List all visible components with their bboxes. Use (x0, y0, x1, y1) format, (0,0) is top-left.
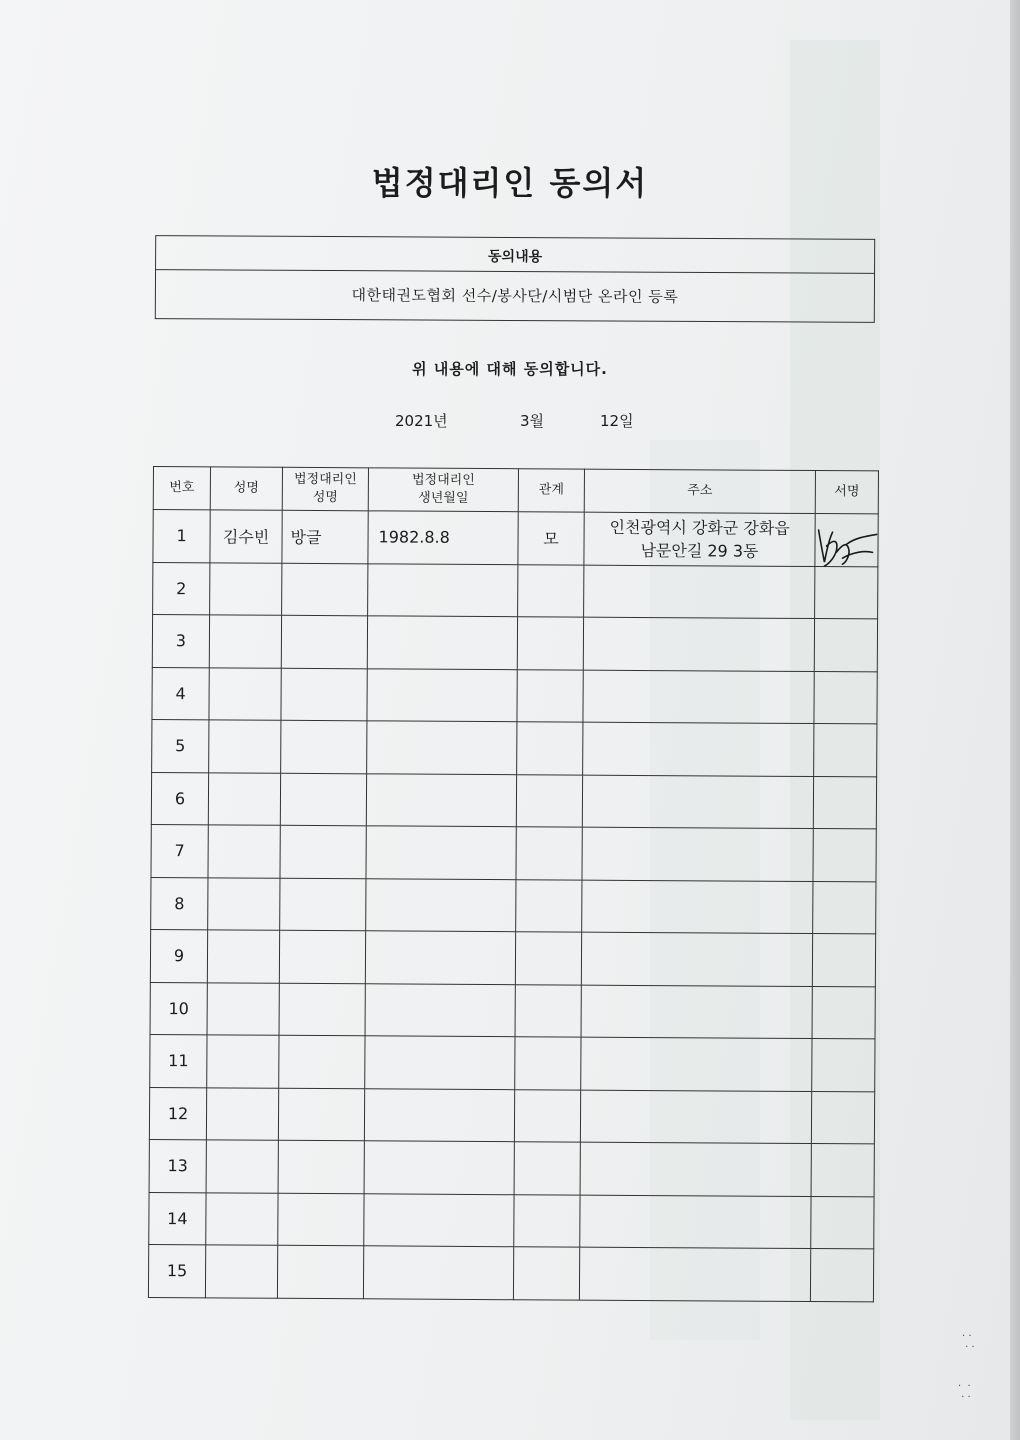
consent-header: 동의내용 (156, 236, 874, 274)
cell-name (207, 982, 279, 1035)
paper-edge (1010, 0, 1020, 1440)
cell-guardian-birth (364, 1141, 514, 1194)
cell-address (582, 880, 813, 934)
cell-signed (814, 619, 877, 672)
cell-no: 5 (152, 719, 209, 772)
cell-signed (812, 1039, 875, 1092)
cell-address (581, 1037, 812, 1091)
cell-relation (517, 669, 583, 722)
cell-no: 12 (149, 1087, 206, 1140)
cell-guardian-birth (363, 1246, 513, 1299)
cell-name (209, 720, 281, 773)
cell-guardian-birth (365, 1036, 515, 1089)
cell-address (582, 775, 813, 829)
speck-marks-2: . . . . (958, 1378, 971, 1400)
cell-guardian-birth (366, 773, 516, 826)
cell-address (583, 670, 814, 724)
cell-signed (815, 566, 878, 619)
cell-address (582, 827, 813, 881)
cell-address (579, 1247, 810, 1301)
header-guardian-name-line1: 법정대리인 (293, 471, 357, 488)
cell-guardian-birth (366, 878, 516, 931)
table-row (153, 562, 878, 619)
cell-signed (813, 881, 876, 934)
cell-relation: 모 (518, 512, 584, 565)
cell-name (206, 1140, 278, 1193)
cell-signed (813, 776, 876, 829)
cell-guardian-name (281, 720, 367, 773)
cell-relation (513, 1247, 579, 1300)
cell-guardian-name (278, 1140, 364, 1193)
table-row (152, 719, 877, 776)
cell-address (580, 1090, 811, 1144)
table-row (149, 1192, 874, 1249)
cell-no: 1 (153, 510, 210, 563)
guardian-table-wrap (148, 466, 878, 1302)
header-no: 번호 (153, 467, 210, 510)
table-row (148, 1244, 873, 1301)
cell-guardian-birth (365, 983, 515, 1036)
cell-signed (812, 986, 875, 1039)
cell-name (210, 562, 282, 615)
cell-guardian-name (281, 615, 367, 668)
table-row (150, 929, 875, 986)
cell-relation (518, 564, 584, 617)
page-title: 법정대리인 동의서 (371, 164, 649, 202)
header-guardian-birth (368, 468, 518, 512)
cell-no: 15 (148, 1244, 205, 1297)
cell-name (208, 825, 280, 878)
cell-guardian-name (280, 878, 366, 931)
cell-name (209, 667, 281, 720)
cell-no: 9 (150, 929, 207, 982)
cell-guardian-name (279, 983, 365, 1036)
cell-guardian-name (277, 1245, 363, 1298)
cell-relation (515, 932, 581, 985)
cell-no: 6 (151, 772, 208, 825)
cell-name (209, 615, 281, 668)
consent-text: 대한태권도협회 선수/봉사단/시범단 온라인 등록 (351, 285, 679, 306)
cell-guardian-name (281, 668, 367, 721)
cell-guardian-name (280, 773, 366, 826)
cell-no: 2 (153, 562, 210, 615)
table-row (149, 1139, 874, 1196)
cell-address (584, 512, 815, 566)
table-row (150, 982, 875, 1039)
cell-signed (811, 1091, 874, 1144)
cell-guardian-birth (366, 826, 516, 879)
cell-guardian-name (278, 1088, 364, 1141)
cell-no: 8 (151, 877, 208, 930)
cell-name (205, 1245, 277, 1298)
cell-no: 10 (150, 982, 207, 1035)
cell-address (581, 932, 812, 986)
cell-guardian-name: 방글 (282, 510, 368, 563)
cell-signed (813, 829, 876, 882)
table-row (150, 1034, 875, 1091)
cell-relation (514, 1142, 580, 1195)
cell-no: 4 (152, 667, 209, 720)
cell-address (583, 617, 814, 671)
cell-guardian-birth (364, 1193, 514, 1246)
cell-no: 14 (149, 1192, 206, 1245)
cell-relation (514, 1089, 580, 1142)
header-guardian-name-line2: 성명 (312, 489, 338, 506)
cell-signed (812, 934, 875, 987)
date-day: 12일 (600, 412, 634, 430)
cell-guardian-name (282, 563, 368, 616)
cell-signed (811, 1196, 874, 1249)
cell-signed (814, 671, 877, 724)
header-relation: 관계 (518, 469, 584, 512)
cell-name (208, 772, 280, 825)
table-body (148, 510, 878, 1302)
cell-relation (516, 774, 582, 827)
header-address: 주소 (584, 469, 815, 513)
cell-address (581, 985, 812, 1039)
table-row (151, 772, 876, 829)
cell-guardian-name (278, 1193, 364, 1246)
cell-name (207, 1035, 279, 1088)
cell-no: 3 (152, 615, 209, 668)
guardian-table (148, 466, 879, 1302)
consent-box (155, 235, 875, 323)
cell-guardian-birth (367, 721, 517, 774)
handwritten-signature (812, 522, 880, 572)
table-row (151, 877, 876, 934)
cell-signed (811, 1144, 874, 1197)
cell-guardian-birth (365, 931, 515, 984)
header-guardian-name (282, 467, 368, 511)
header-guardian-birth-line2: 생년월일 (418, 490, 469, 506)
cell-relation (515, 984, 581, 1037)
cell-address (583, 722, 814, 776)
table-row (152, 615, 877, 672)
cell-guardian-birth (368, 563, 518, 616)
cell-name (207, 930, 279, 983)
address-line: 인천광역시 강화군 강화읍 (609, 517, 790, 538)
cell-no: 7 (151, 824, 208, 877)
cell-guardian-birth (364, 1088, 514, 1141)
cell-guardian-name (280, 825, 366, 878)
cell-name (208, 877, 280, 930)
cell-guardian-birth (367, 668, 517, 721)
cell-address (580, 1142, 811, 1196)
cell-signed (814, 724, 877, 777)
header-guardian-birth-line1: 법정대리인 (411, 472, 475, 488)
header-name: 성명 (210, 467, 282, 510)
cell-name: 김수빈 (210, 510, 282, 563)
cell-signed (810, 1249, 873, 1302)
cell-relation (517, 722, 583, 775)
cell-relation (514, 1194, 580, 1247)
cell-relation (517, 617, 583, 670)
table-row (153, 510, 878, 567)
cell-address (580, 1195, 811, 1249)
table-row (152, 667, 877, 724)
address-line: 남문안길 29 3동 (640, 540, 759, 561)
date-year: 2021년 (395, 412, 448, 430)
cell-guardian-birth: 1982.8.8 (368, 511, 518, 564)
cell-guardian-birth (367, 616, 517, 669)
cell-guardian-name (279, 930, 365, 983)
table-row (151, 824, 876, 881)
cell-guardian-name (279, 1035, 365, 1088)
cell-relation (515, 1037, 581, 1090)
speck-marks: . . . . (962, 1328, 975, 1350)
cell-no: 13 (149, 1139, 206, 1192)
table-row (149, 1087, 874, 1144)
cell-address (584, 565, 815, 619)
cell-name (206, 1192, 278, 1245)
header-signature: 서명 (815, 471, 878, 514)
date-month: 3월 (520, 412, 545, 430)
table-header-row (153, 467, 878, 514)
cell-relation (516, 879, 582, 932)
cell-relation (516, 827, 582, 880)
cell-name (206, 1087, 278, 1140)
agreement-statement: 위 내용에 대해 동의합니다. (412, 360, 608, 378)
cell-no: 11 (150, 1034, 207, 1087)
